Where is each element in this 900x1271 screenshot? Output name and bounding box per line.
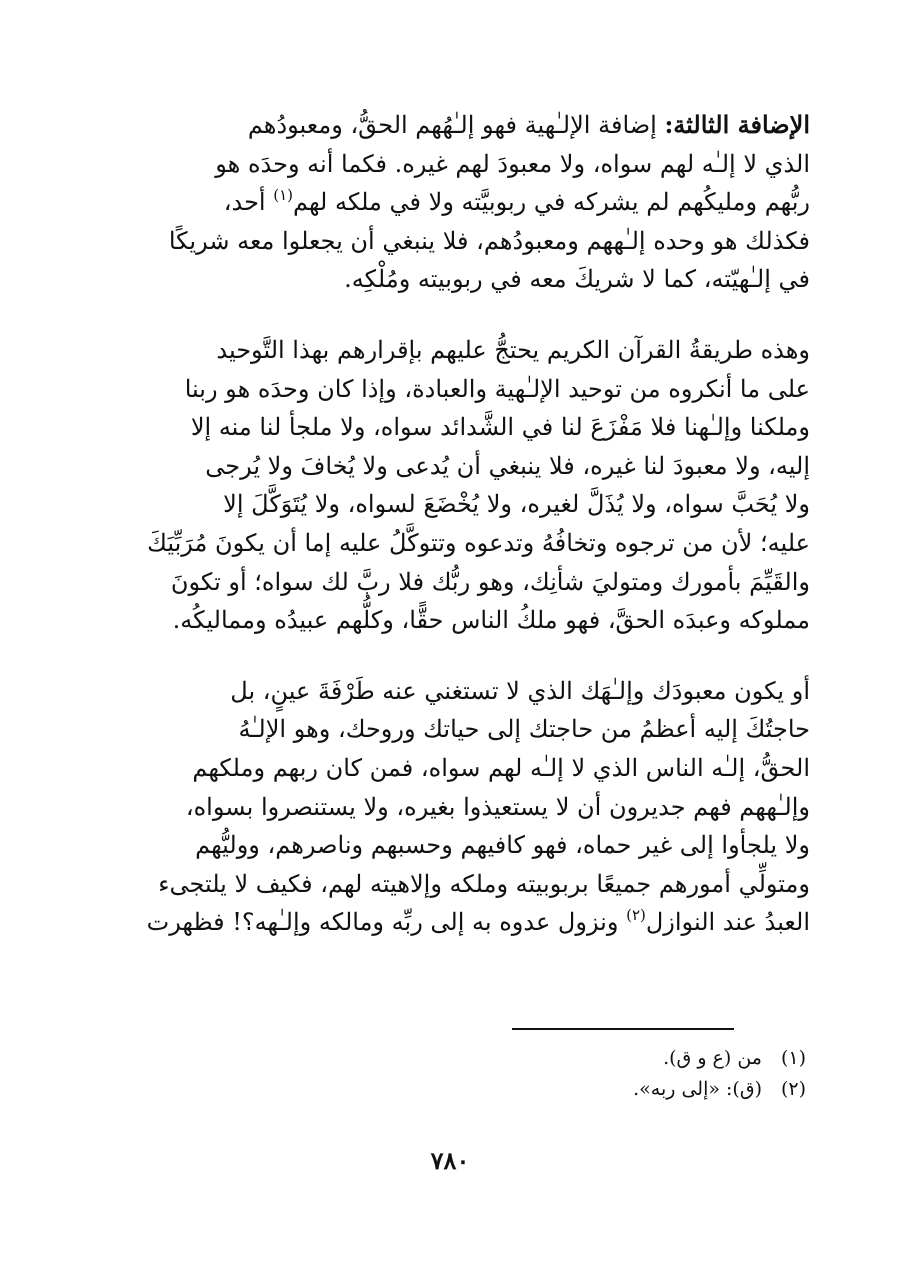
line-text: ونزول عدوه به إلى ربِّه ومالكه وإلـٰهه؟! فظهرت (146, 908, 627, 937)
line-text: أحد، (223, 188, 274, 217)
text-line: إليه، ولا معبودَ لنا غيره، فلا ينبغي أن يُدعى ولا يُخافَ ولا يُرجى (205, 451, 810, 480)
text-line: ولا يلجأوا إلى غير حماه، فهو كافيهم وحسبهم وناصرهم، ووليُّهم (195, 831, 810, 860)
line-text: إضافة الإلـٰهية فهو إلـٰهُهم الحقُّ، ومعبودُهم (247, 111, 665, 139)
paragraph-1 (100, 106, 810, 299)
text-line: مملوكه وعبدَه الحقَّ، فهو ملكُ الناس حقًّا، وكلُّهم عبيدُه ومماليكُه. (172, 606, 810, 635)
text-line: والقَيِّمَ بأمورك ومتوليَ شأنِك، وهو ربُّك فلا ربَّ لك سواه؛ أو تكونَ (170, 567, 810, 596)
text-line: على ما أنكروه من توحيد الإلـٰهية والعبادة، وإذا كان وحدَه هو ربنا (184, 374, 810, 403)
footnote-separator (512, 1028, 734, 1030)
text-line: حاجتُكَ إليه أعظمُ من حاجتك إلى حياتك وروحك، وهو الإلـٰهُ (238, 715, 810, 744)
footnote-text: من (ع و ق). (663, 1047, 762, 1069)
section-heading: الإضافة الثالثة: (664, 110, 810, 139)
text-line: فكذلك هو وحده إلـٰههم ومعبودُهم، فلا ينبغي أن يجعلوا معه شريكًا (168, 226, 810, 255)
text-line: أو يكون معبودَك وإلـٰهَك الذي لا تستغني عنه طَرْفَةَ عينٍ، بل (230, 676, 810, 705)
text-line: وإلـٰههم فهم جديرون أن لا يستعيذوا بغيره، ولا يستنصروا بسواه، (185, 792, 810, 821)
page-body (100, 106, 810, 942)
footnotes (100, 1043, 806, 1105)
text-line (100, 903, 810, 942)
footnote-2 (100, 1074, 806, 1105)
footnote-ref-1: (١) (273, 186, 293, 205)
footnote-number: (٢) (780, 1078, 806, 1100)
footnote-text: (ق): «إلى ربه». (633, 1078, 762, 1100)
text-line: الذي لا إلـٰه لهم سواه، ولا معبودَ لهم غيره. فكما أنه وحدَه هو (215, 149, 810, 178)
text-line: ومتولِّي أمورهم جميعًا بربوبيته وملكه وإلاهيته لهم، فكيف لا يلتجىء (158, 869, 810, 898)
paragraph-2 (100, 331, 810, 640)
text-line: ولا يُحَبَّ سواه، ولا يُذَلَّ لغيره، ولا يُخْضَعَ لسواه، ولا يُتَوَكَّلَ إلا (223, 490, 810, 519)
footnote-number: (١) (780, 1047, 806, 1069)
text-line: وهذه طريقةُ القرآن الكريم يحتجُّ عليهم بإقرارهم بهذا التَّوحيد (216, 335, 810, 364)
line-text: ربُّهم ومليكُهم لم يشركه في ربوبيَّته ولا في ملكه لهم (293, 188, 810, 217)
text-line: وملكنا وإلـٰهنا فلا مَفْزَعَ لنا في الشَّدائد سواه، ولا ملجأ لنا منه إلا (190, 413, 810, 442)
footnote-1 (100, 1043, 806, 1074)
footnote-ref-2: (٢) (626, 906, 646, 925)
text-line: في إلـٰهيّته، كما لا شريكَ معه في ربوبيته ومُلْكِه. (344, 265, 810, 294)
text-line: الحقُّ، إلـٰه الناس الذي لا إلـٰه لهم سواه، فمن كان ربهم وملكهم (192, 753, 810, 782)
text-line (100, 106, 810, 145)
page-number: ٧٨٠ (430, 1146, 470, 1175)
line-text: العبدُ عند النوازل (645, 908, 810, 937)
text-line (100, 183, 810, 222)
text-line: عليه؛ لأن من ترجوه وتخافُهُ وتدعوه وتتوكَّلُ عليه إما أن يكونَ مُرَبِّيَكَ (147, 528, 810, 557)
paragraph-3 (100, 672, 810, 942)
